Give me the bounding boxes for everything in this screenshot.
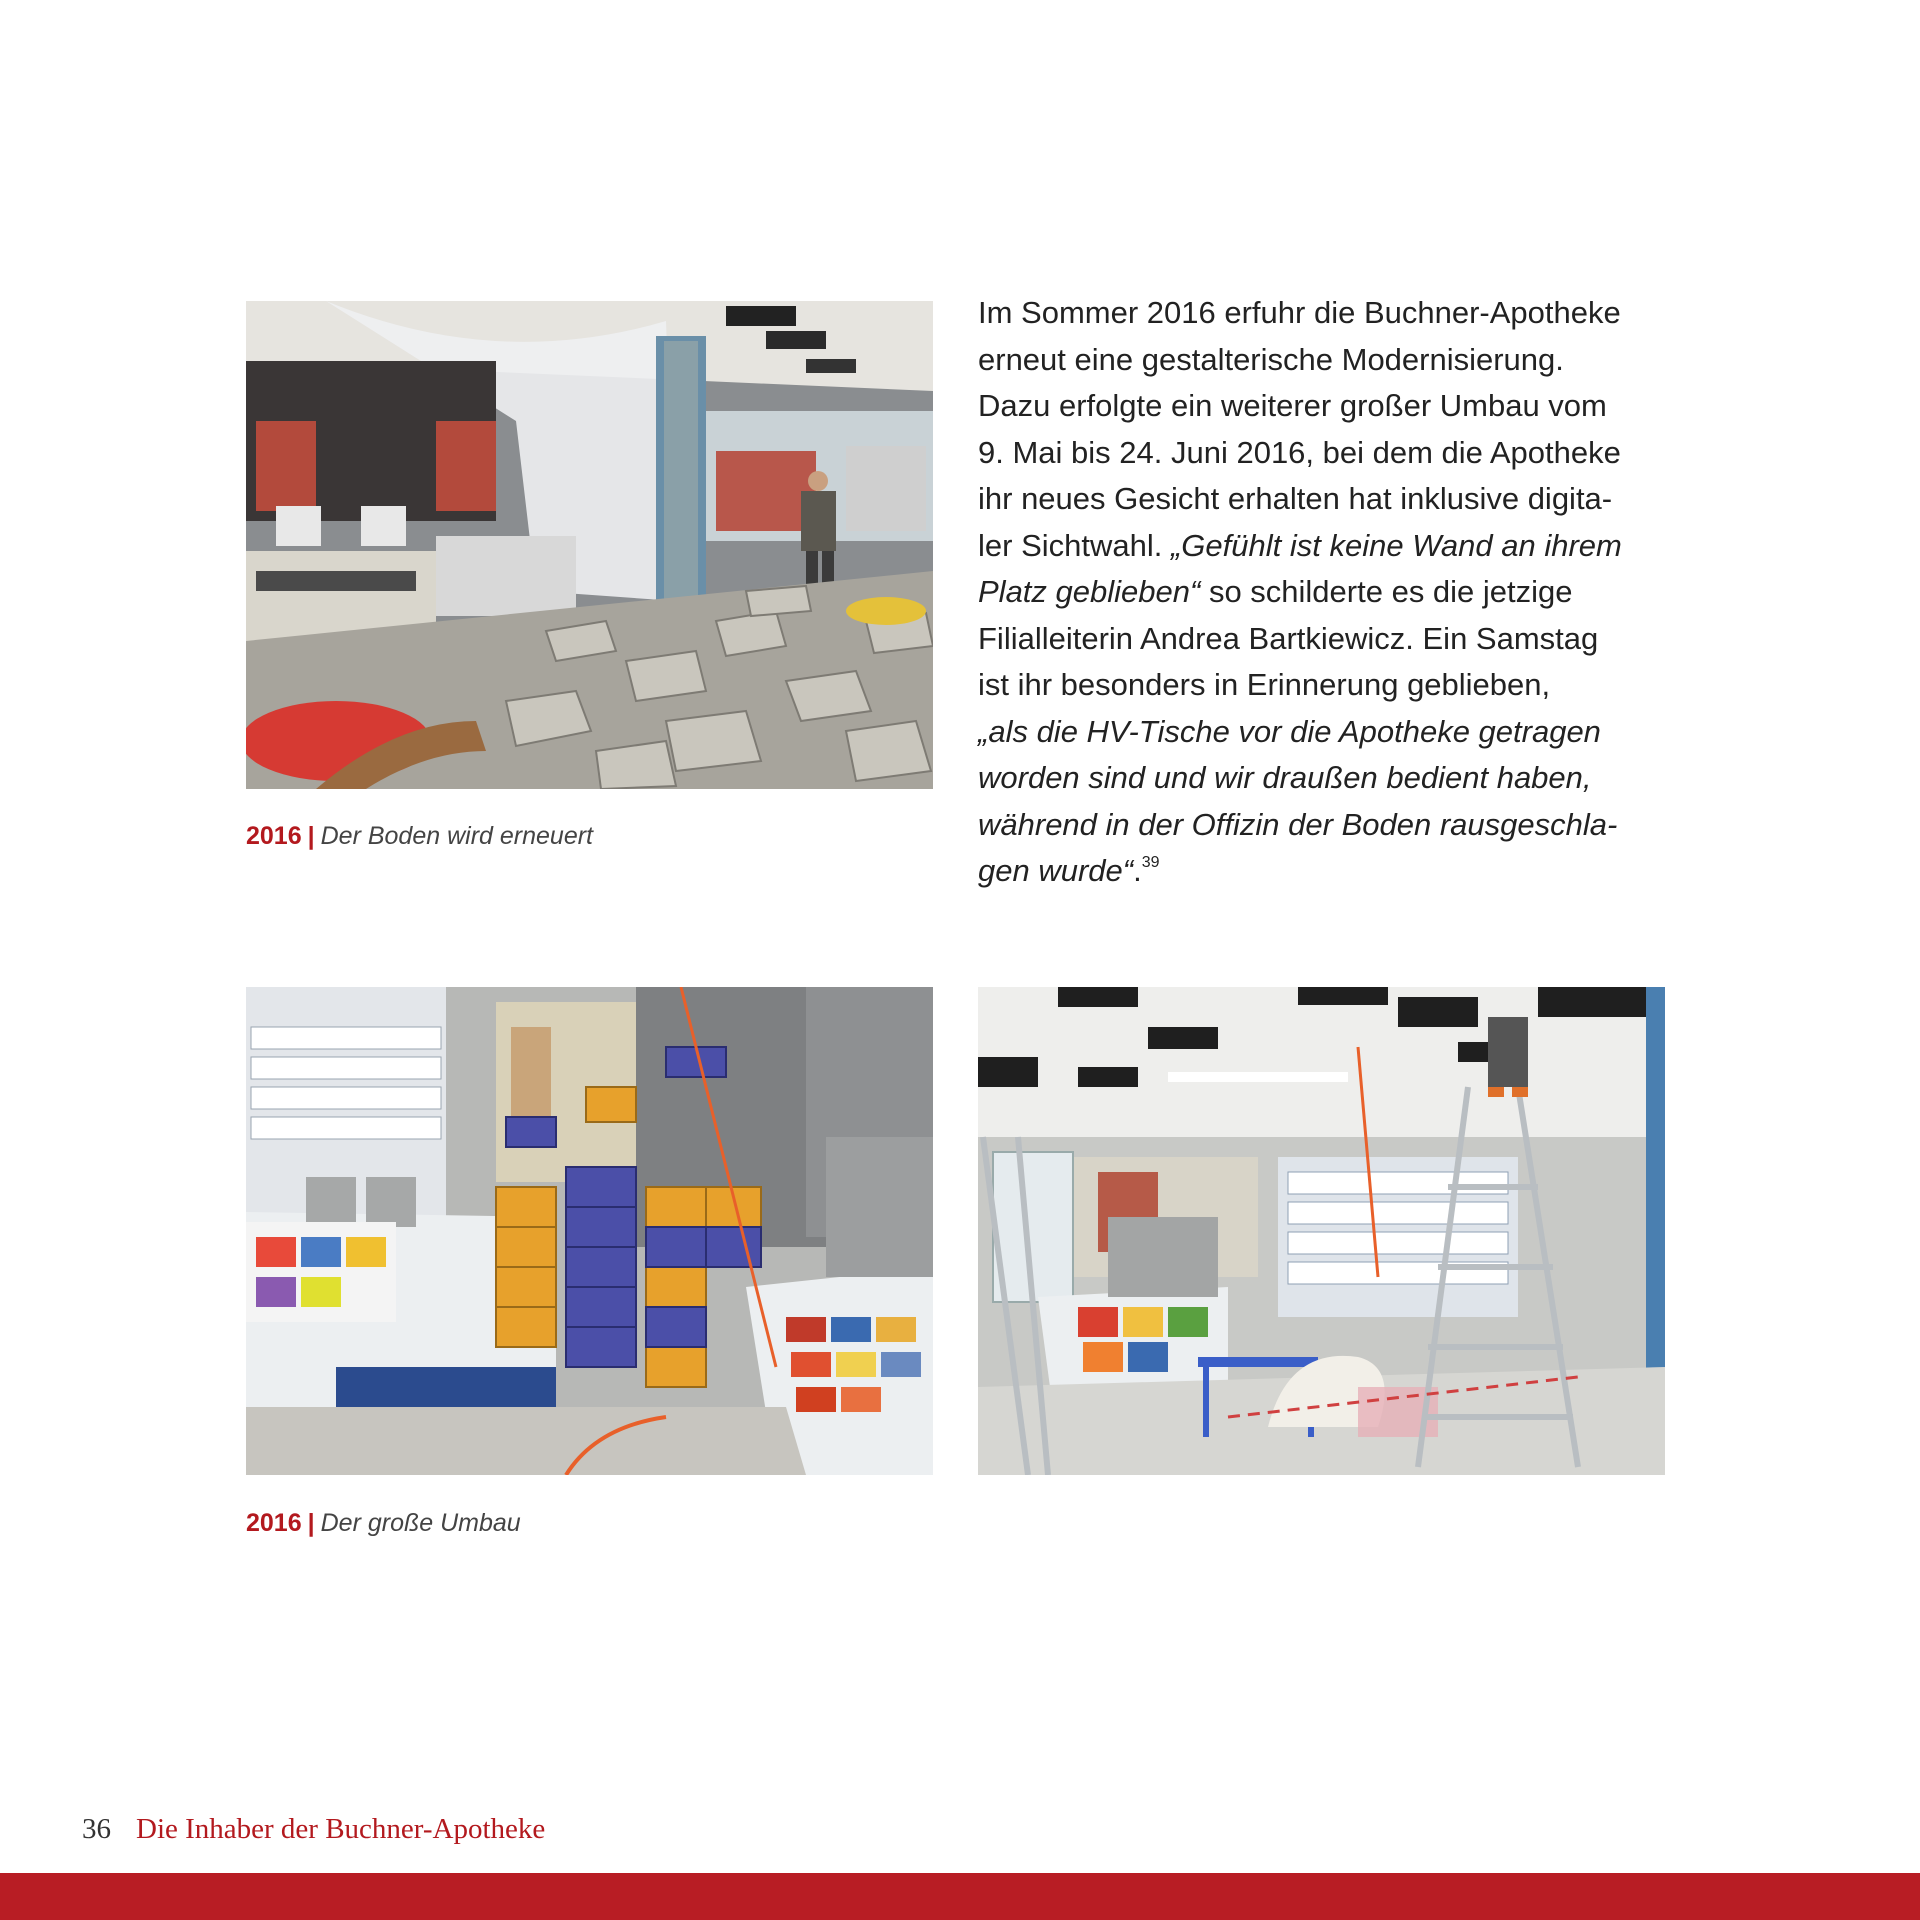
body-line bbox=[978, 709, 1678, 756]
body-line: ihr neues Gesicht erhalten hat inklusive digita- bbox=[978, 481, 1613, 516]
photo-caption-renovation bbox=[246, 1509, 521, 1538]
photo-caption-floor bbox=[246, 822, 593, 851]
quote-text: „als die HV-Tische vor die Apotheke getragen bbox=[978, 713, 1601, 749]
quote-text: während in der Offizin der Boden rausgeschla- bbox=[978, 806, 1618, 842]
body-text-plain: so schilderte es die jetzige bbox=[1200, 574, 1573, 609]
caption-separator: | bbox=[307, 1509, 315, 1537]
quote-text: gen wurde“ bbox=[978, 853, 1134, 888]
body-line bbox=[978, 523, 1678, 570]
caption-year: 2016 bbox=[246, 1509, 302, 1537]
body-text-plain: ler Sichtwahl. bbox=[978, 527, 1171, 563]
page-number: 36 bbox=[82, 1813, 111, 1845]
caption-text: Der Boden wird erneuert bbox=[320, 822, 593, 850]
caption-text: Der große Umbau bbox=[320, 1509, 521, 1537]
photo-renovation-boxes bbox=[246, 987, 933, 1475]
body-line: Im Sommer 2016 erfuhr die Buchner-Apotheke bbox=[978, 295, 1621, 330]
body-paragraph bbox=[978, 290, 1678, 895]
quote-text: Platz geblieben“ bbox=[978, 574, 1201, 609]
photo-floor-renovation bbox=[246, 301, 933, 789]
body-line bbox=[978, 802, 1678, 849]
body-line: Dazu erfolgte ein weiterer großer Umbau vom bbox=[978, 388, 1607, 423]
photo-renovation-ladder bbox=[978, 987, 1665, 1475]
body-line bbox=[978, 848, 1678, 895]
quote-text: „Gefühlt ist keine Wand an ihrem bbox=[1170, 527, 1622, 563]
caption-year: 2016 bbox=[246, 822, 302, 850]
body-line: ist ihr besonders in Erinnerung geblieben, bbox=[978, 667, 1551, 702]
body-line: Filialleiterin Andrea Bartkiewicz. Ein Samstag bbox=[978, 620, 1599, 656]
body-line bbox=[978, 755, 1678, 802]
footnote-marker: 39 bbox=[1141, 854, 1160, 871]
running-footer-title: Die Inhaber der Buchner-Apotheke bbox=[136, 1813, 546, 1845]
caption-separator: | bbox=[307, 822, 315, 850]
footer-accent-bar bbox=[0, 1873, 1920, 1920]
body-line: 9. Mai bis 24. Juni 2016, bei dem die Apotheke bbox=[978, 434, 1621, 470]
quote-text: worden sind und wir draußen bedient haben, bbox=[978, 760, 1592, 795]
body-line: erneut eine gestalterische Modernisierung. bbox=[978, 341, 1564, 377]
body-text-plain: . bbox=[1133, 853, 1142, 888]
body-line bbox=[978, 569, 1678, 616]
